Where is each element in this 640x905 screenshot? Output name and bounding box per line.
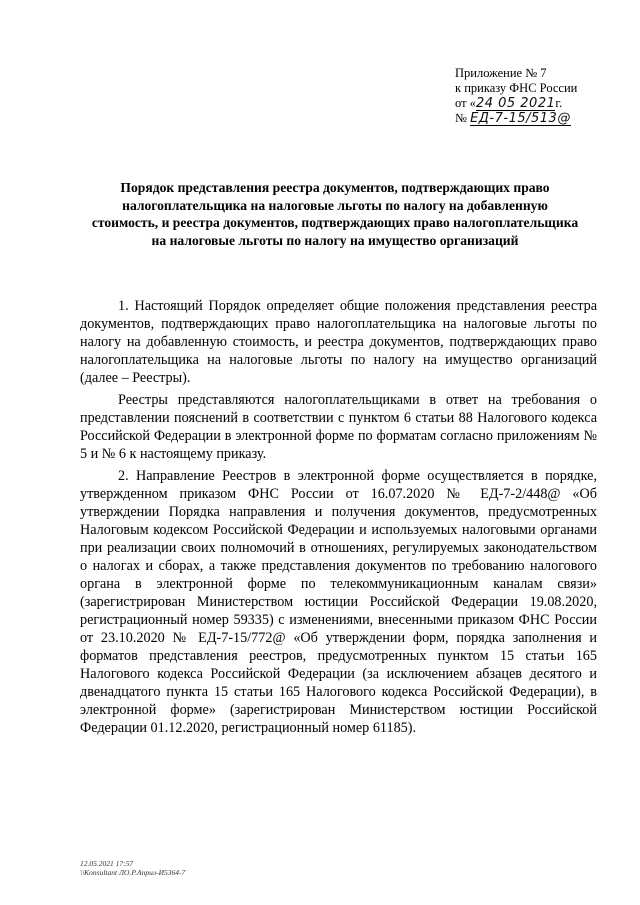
paragraph-1: 1. Настоящий Порядок определяет общие положения представления реестра документов, подтверждающих право налогоплательщика на налоговые льготы по налогу на добавленную стоимость, и реестра документов, подтверждающих право налогоплательщика на налоговые льготы по налогу на имущество организаций (далее – Реестры). xyxy=(80,298,597,386)
document-body xyxy=(80,297,597,741)
appendix-label: Приложение № 7 xyxy=(455,66,547,80)
paragraph-2: Реестры представляются налогоплательщиками в ответ на требования о представлении пояснений в соответствии с пунктом 6 статьи 88 Налогового кодекса Российской Федерации в электронной форме по форматам согласно приложениям № 5 и № 6 к настоящему приказу. xyxy=(80,392,597,462)
footer-timestamp: 12.05.2021 17:57 xyxy=(80,859,134,868)
appendix-order-ref: к приказу ФНС России xyxy=(455,81,578,95)
number-prefix: № xyxy=(455,111,467,125)
appendix-number-line xyxy=(455,111,625,126)
footer-path: \\Konsultant ЛО.Р.Април-И5364-7 xyxy=(80,868,186,877)
appendix-header xyxy=(455,66,625,126)
handwritten-date: 24 05 2021 xyxy=(475,96,556,111)
handwritten-order-number: ЕД-7-15/513@ xyxy=(470,111,571,126)
print-footer xyxy=(80,859,185,877)
date-suffix: г. xyxy=(555,96,563,110)
document-title: Порядок представления реестра документов, подтверждающих право налогоплательщика на налоговые льготы по налогу на добавленную стоимость, и реестра документов, подтверждающих право налогоплательщика на налоговые льготы по налогу на имущество организаций xyxy=(91,180,579,248)
paragraph-3: 2. Направление Реестров в электронной форме осуществляется в порядке, утвержденном приказом ФНС России от 16.07.2020 № ЕД-7-2/448@ «Об утверждении Порядка направления и получения документов, предусмотренных Налоговым кодексом Российской Федерации и используемых налоговыми органами при реализации своих полномочий в отношениях, регулируемых законодательством о налогах и сборах, а также представления документов по требованию налогового органа в электронной форме по телекоммуникационным каналам связи» (зарегистрирован Министерством юстиции Российской Федерации 19.08.2020, регистрационный номер 59335) с изменениями, внесенными приказом ФНС России от 23.10.2020 № ЕД-7-15/772@ «Об утверждении форм, порядка заполнения и форматов представления реестров, предусмотренных пунктом 15 статьи 165 Налогового кодекса Российской Федерации (за исключением абзацев десятого и двенадцатого пункта 15 статьи 165 Налогового кодекса Российской Федерации), в электронной форме» (зарегистрирован Министерством юстиции Российской Федерации 01.12.2020, регистрационный номер 61185). xyxy=(80,468,597,736)
appendix-date-line xyxy=(455,96,625,111)
date-prefix: от « xyxy=(455,96,476,110)
